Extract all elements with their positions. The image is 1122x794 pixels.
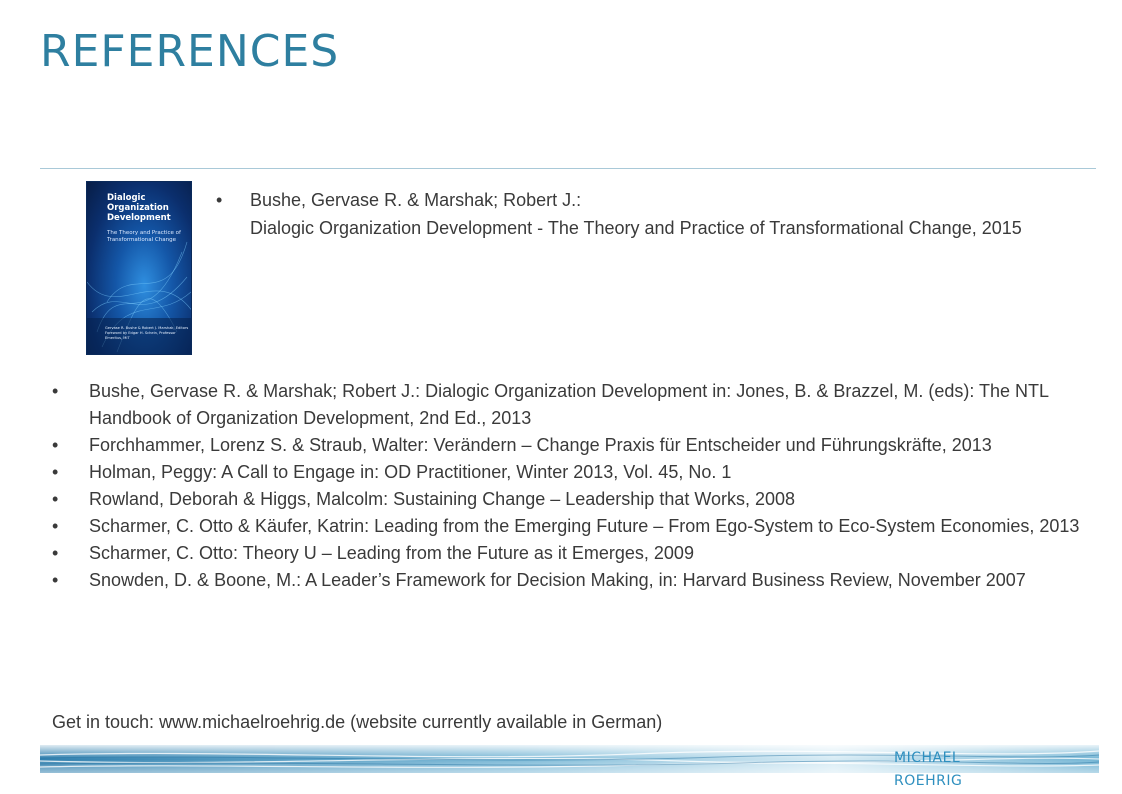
title-divider xyxy=(40,168,1096,169)
bullet: • xyxy=(52,435,59,455)
list-item xyxy=(52,513,1102,540)
book-cover-foreword: Foreword by Edgar H. Schein, Professor Emeritus, MIT xyxy=(105,331,176,340)
book-cover-authors xyxy=(105,326,191,341)
list-item xyxy=(52,459,1102,486)
list-item xyxy=(52,432,1102,459)
reference-text: Bushe, Gervase R. & Marshak; Robert J.: Dialogic Organization Development in: Jones, B. & Brazzel, M. (eds): The NTL Handbook of Organization Development, 2nd Ed., 2013 xyxy=(89,381,1049,428)
bullet: • xyxy=(52,516,59,536)
brand-logo-text xyxy=(894,747,962,793)
slide-title: REFERENCES xyxy=(40,26,340,77)
bullet: • xyxy=(52,489,59,509)
brand-line-1: MICHAEL xyxy=(894,750,961,766)
brand-line-2: ROEHRIG xyxy=(894,773,963,789)
bullet: • xyxy=(52,462,59,482)
reference-text: Forchhammer, Lorenz S. & Straub, Walter: Verändern – Change Praxis für Entscheider und Führungskräfte, 2013 xyxy=(89,435,992,455)
book-cover-title: Dialogic Organization Development xyxy=(107,193,171,223)
book-cover-editors: Gervase R. Bushe & Robert J. Marshak, Editors xyxy=(105,326,189,330)
featured-reference-authors: Bushe, Gervase R. & Marshak; Robert J.: xyxy=(250,190,582,210)
reference-list xyxy=(52,378,1102,594)
list-item xyxy=(52,486,1102,513)
book-cover-image xyxy=(86,181,192,355)
contact-prefix: Get in touch: xyxy=(52,712,160,732)
bullet: • xyxy=(52,570,59,590)
reference-text: Holman, Peggy: A Call to Engage in: OD Practitioner, Winter 2013, Vol. 45, No. 1 xyxy=(89,462,732,482)
list-item xyxy=(52,567,1102,594)
list-item xyxy=(52,378,1102,432)
reference-text: Snowden, D. & Boone, M.: A Leader’s Framework for Decision Making, in: Harvard Business Review, November 2007 xyxy=(89,570,1026,590)
website-link[interactable]: www.michaelroehrig.de xyxy=(159,712,346,732)
bullet: • xyxy=(52,543,59,563)
featured-reference xyxy=(216,186,1096,242)
reference-text: Scharmer, C. Otto & Käufer, Katrin: Leading from the Emerging Future – From Ego-System to Eco-System Economies, 2013 xyxy=(89,516,1080,536)
contact-suffix: (website currently available in German) xyxy=(345,712,663,732)
book-cover-subtitle: The Theory and Practice of Transformational Change xyxy=(107,230,181,243)
list-item xyxy=(52,540,1102,567)
featured-reference-title: Dialogic Organization Development - The Theory and Practice of Transformational Change, 2015 xyxy=(250,218,1022,238)
contact-line xyxy=(52,709,662,736)
reference-text: Rowland, Deborah & Higgs, Malcolm: Sustaining Change – Leadership that Works, 2008 xyxy=(89,489,796,509)
reference-text: Scharmer, C. Otto: Theory U – Leading from the Future as it Emerges, 2009 xyxy=(89,543,694,563)
bullet: • xyxy=(216,190,223,210)
bullet: • xyxy=(52,381,59,401)
